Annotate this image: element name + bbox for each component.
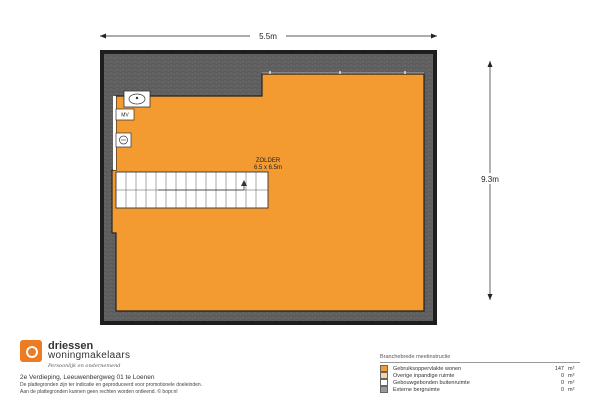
legend-row [380,386,580,393]
width-dimension [100,30,437,41]
legend-title: Branchebrede meetinstructie [380,354,580,363]
legend-unit: m² [568,386,575,393]
legend-row [380,372,580,379]
legend-value: 147 [554,365,564,372]
room-name: ZOLDER [255,158,281,164]
legend-value: 0 [560,372,564,379]
brand-logo-icon [20,340,42,362]
width-dimension-label: 5.5m [259,32,277,41]
brand-tagline: Persoonlijk en ondernemend [48,363,121,369]
mv-box [116,109,134,120]
staircase [116,172,268,208]
sink-icon [124,91,150,107]
room-size: 6.5 x 6.5m [253,165,283,171]
property-address: 2e Verdieping, Leeuwenbergweg 01 te Loenen [20,374,155,381]
height-dimension-label: 9.3m [481,175,499,184]
legend-unit: m² [568,379,575,386]
height-dimension [476,61,504,300]
legend-row [380,379,580,386]
utility-strip [113,96,116,170]
disclaimer-line1: De plattegronden zijn ter indicatie en geproduceerd voor promotionele doeleinden. [20,382,203,388]
legend-value: 0 [560,386,564,393]
brand-name-line2: woningmakelaars [48,350,131,361]
measurement-legend [380,354,580,393]
legend-swatch [380,379,388,386]
legend-unit: m² [568,372,575,379]
disclaimer-line2: Aan de plattegronden kunnen geen rechten worden ontleend. [20,389,156,395]
legend-label: Overige inpandige ruimte [393,372,455,379]
brand-name-line1: driessen [48,340,94,352]
legend-label: Gebruiksoppervlakte wonen [393,365,462,372]
boiler-icon [116,133,131,147]
legend-swatch [380,386,388,393]
legend-label: Gebouwgebonden buitenruimte [393,379,470,386]
legend-row [380,365,580,372]
legend-swatch [380,365,388,372]
legend-value: 0 [560,379,564,386]
credit-link[interactable]: © bopr.nl [157,389,178,395]
legend-swatch [380,372,388,379]
legend-unit: m² [568,365,575,372]
legend-label: Externe bergruimte [393,386,440,393]
brand-block [20,340,320,395]
mv-label: MV [121,112,129,119]
